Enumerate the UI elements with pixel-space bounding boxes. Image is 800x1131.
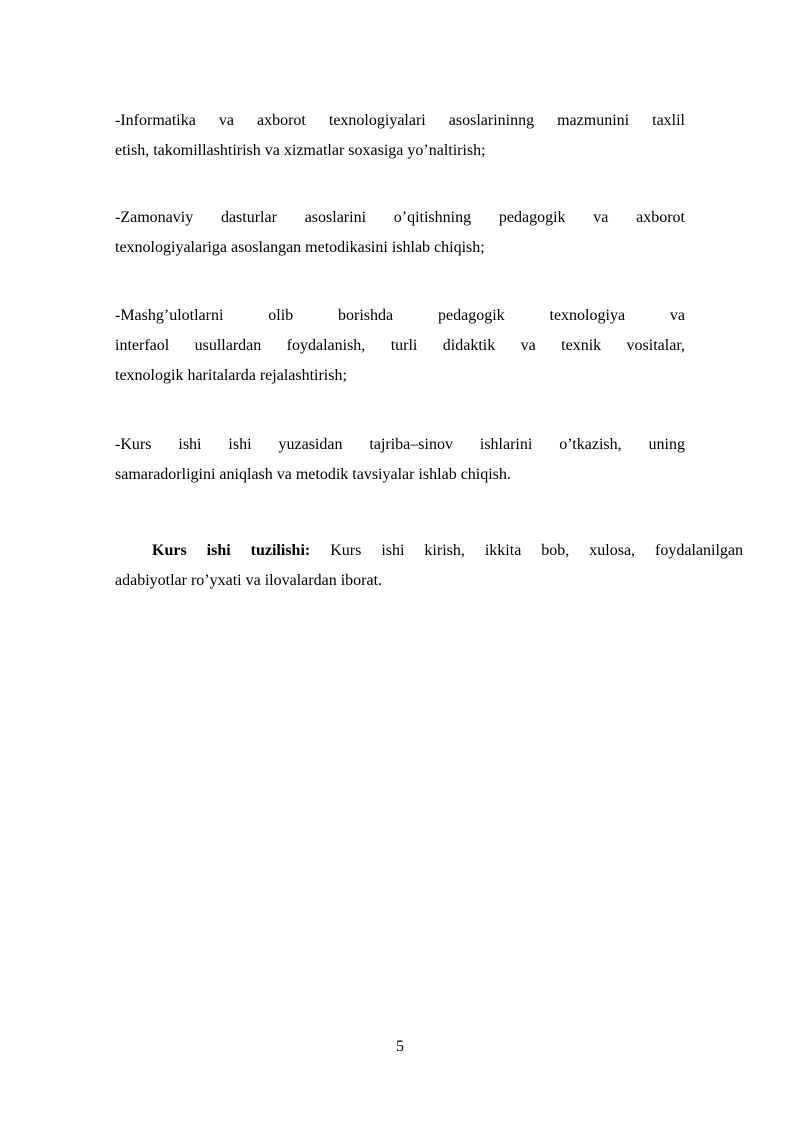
paragraph-line: texnologik haritalarda rejalashtirish; (115, 367, 347, 384)
paragraph-line: adabiyotlar ro’yxati va ilovalardan iborat. (115, 572, 383, 589)
page-number: 5 (396, 1038, 404, 1055)
paragraph-informatics-analysis (115, 106, 685, 166)
paragraph-coursework-testing (115, 430, 685, 490)
structure-text: Kurs ishi kirish, ikkita bob, xulosa, foydalanilgan (310, 542, 744, 559)
structure-heading: Kurs ishi tuzilishi: (152, 542, 311, 559)
paragraph-line: etish, takomillashtirish va xizmatlar soxasiga yo’naltirish; (115, 142, 486, 159)
paragraph-line: -Zamonaviy dasturlar asoslarini o’qitishning pedagogik va axborot (115, 209, 685, 226)
paragraph-coursework-structure (115, 536, 743, 596)
paragraph-modern-software (115, 203, 685, 263)
paragraph-line: -Informatika va axborot texnologiyalari asoslarininng mazmunini taxlil (115, 112, 685, 129)
paragraph-line: -Kurs ishi ishi yuzasidan tajriba–sinov ishlarini o’tkazish, uning (115, 436, 685, 453)
paragraph-line (115, 536, 743, 566)
paragraph-line: texnologiyalariga asoslangan metodikasini ishlab chiqish; (115, 239, 485, 256)
paragraph-line: samaradorligini aniqlash va metodik tavsiyalar ishlab chiqish. (115, 466, 511, 483)
paragraph-line: interfaol usullardan foydalanish, turli didaktik va texnik vositalar, (115, 337, 685, 354)
paragraph-lessons-technology (115, 301, 685, 391)
paragraph-line: -Mashg’ulotlarni olib borishda pedagogik texnologiya va (115, 307, 685, 324)
